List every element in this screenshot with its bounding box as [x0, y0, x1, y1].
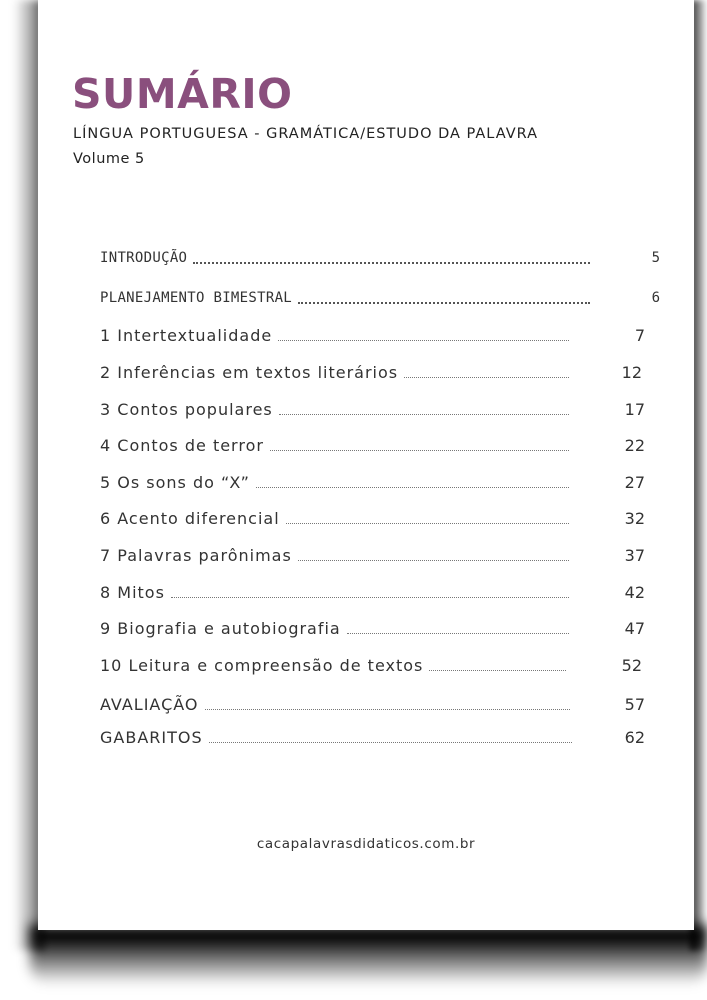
- toc-entry-label: GABARITOS: [100, 728, 203, 747]
- toc-leader-dots: [279, 414, 569, 415]
- document-page: [38, 0, 694, 930]
- toc-entry-avaliacao[interactable]: [100, 691, 645, 715]
- toc-entry-chapter-4[interactable]: [100, 432, 645, 456]
- toc-leader-dots: [193, 262, 590, 264]
- toc-entry-chapter-1[interactable]: [100, 322, 645, 346]
- toc-entry-label: 7 Palavras parônimas: [100, 546, 292, 565]
- toc-page-number: 62: [624, 728, 645, 747]
- toc-entry-chapter-9[interactable]: [100, 615, 645, 639]
- toc-entry-chapter-2[interactable]: [100, 359, 642, 383]
- toc-entry-label: 4 Contos de terror: [100, 436, 264, 455]
- page-title: SUMÁRIO: [72, 70, 293, 118]
- toc-page-number: 42: [624, 583, 645, 602]
- toc-leader-dots: [171, 597, 569, 598]
- toc-entry-label: 2 Inferências em textos literários: [100, 363, 399, 382]
- toc-page-number: 7: [634, 326, 645, 345]
- toc-leader-dots: [286, 523, 569, 524]
- toc-entry-chapter-3[interactable]: [100, 396, 645, 420]
- toc-leader-dots: [205, 709, 570, 710]
- toc-entry-chapter-10[interactable]: [100, 652, 642, 676]
- toc-leader-dots: [347, 633, 569, 634]
- toc-entry-chapter-5[interactable]: [100, 469, 645, 493]
- subject-subtitle: LÍNGUA PORTUGUESA - GRAMÁTICA/ESTUDO DA PALAVRA: [73, 126, 539, 142]
- footer-website: cacapalavrasdidaticos.com.br: [256, 836, 476, 852]
- toc-entry-chapter-8[interactable]: [100, 579, 645, 603]
- toc-leader-dots: [209, 742, 572, 743]
- toc-entry-label: 1 Intertextualidade: [100, 326, 273, 345]
- toc-page-number: 12: [621, 363, 642, 382]
- toc-page-number: 17: [624, 400, 645, 419]
- toc-page-number: 37: [624, 546, 645, 565]
- toc-leader-dots: [278, 340, 569, 341]
- toc-page-number: 57: [624, 695, 645, 714]
- toc-page-number: 27: [624, 473, 645, 492]
- page-shadow-bottom: [30, 925, 707, 985]
- toc-entry-gabaritos[interactable]: [100, 724, 645, 748]
- toc-entry-label: PLANEJAMENTO BIMESTRAL: [100, 290, 293, 306]
- toc-entry-label: 8 Mitos: [100, 583, 165, 602]
- toc-page-number: 6: [651, 290, 660, 306]
- toc-leader-dots: [256, 487, 569, 488]
- table-of-contents: [38, 0, 694, 930]
- toc-entry-label: AVALIAÇÃO: [100, 695, 199, 714]
- toc-entry-planejamento[interactable]: [100, 284, 660, 308]
- toc-leader-dots: [429, 670, 566, 671]
- toc-leader-dots: [270, 450, 569, 451]
- toc-page-number: 32: [624, 509, 645, 528]
- toc-page-number: 47: [624, 619, 645, 638]
- toc-leader-dots: [298, 560, 569, 561]
- toc-entry-chapter-7[interactable]: [100, 542, 645, 566]
- toc-leader-dots: [404, 377, 569, 378]
- toc-leader-dots: [298, 302, 590, 304]
- toc-entry-label: 9 Biografia e autobiografia: [100, 619, 341, 638]
- toc-entry-label: 3 Contos populares: [100, 400, 273, 419]
- toc-page-number: 52: [621, 656, 642, 675]
- toc-page-number: 5: [651, 250, 660, 266]
- toc-entry-label: INTRODUÇÃO: [100, 250, 188, 266]
- toc-entry-label: 5 Os sons do “X”: [100, 473, 250, 492]
- toc-page-number: 22: [624, 436, 645, 455]
- toc-entry-chapter-6[interactable]: [100, 505, 645, 529]
- toc-entry-introducao[interactable]: [100, 244, 660, 268]
- volume-label: Volume 5: [73, 151, 145, 167]
- toc-entry-label: 6 Acento diferencial: [100, 509, 280, 528]
- toc-entry-label: 10 Leitura e compreensão de textos: [100, 656, 424, 675]
